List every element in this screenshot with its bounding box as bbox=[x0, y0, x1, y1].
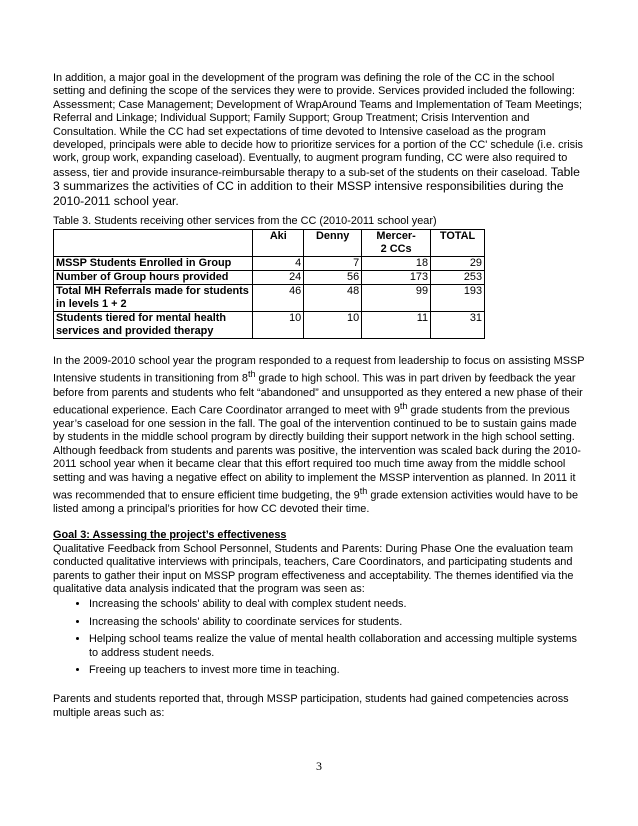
list-item: • Freeing up teachers to invest more time in teaching. bbox=[89, 664, 586, 677]
cell-aki: 24 bbox=[253, 271, 304, 285]
transition-paragraph bbox=[53, 355, 586, 516]
ordinal-sup: th bbox=[247, 369, 256, 380]
row-label: Number of Group hours provided bbox=[54, 271, 253, 285]
header-mercer: Mercer- 2 CCs bbox=[362, 230, 431, 257]
ordinal-sup: th bbox=[399, 400, 408, 411]
cell-total: 31 bbox=[431, 312, 485, 339]
cell-total: 193 bbox=[431, 285, 485, 312]
table-header-row bbox=[54, 230, 485, 257]
ordinal-sup: th bbox=[359, 485, 368, 496]
list-item: • Increasing the schools' ability to coordinate services for students. bbox=[89, 616, 586, 629]
table-row bbox=[54, 271, 485, 285]
cell-mercer: 18 bbox=[362, 257, 431, 271]
goal3-paragraph: Qualitative Feedback from School Personnel, Students and Parents: During Phase One the evaluation team conducted qualitative interviews with principals, teachers, Care Coordinators, and participating students and parents to gather their input on MSSP program effectiveness and acceptability. The themes identified via the qualitative data analysis indicated that the program was seen as: bbox=[53, 542, 574, 596]
para2-text-1: In the 2009-2010 school year the program responded to a request from leadership to focus on assisting MSSP Intensive students in transitioning from 8 bbox=[53, 355, 585, 386]
cell-aki: 46 bbox=[253, 285, 304, 312]
cell-total: 29 bbox=[431, 257, 485, 271]
document-page bbox=[53, 72, 586, 720]
cell-mercer: 99 bbox=[362, 285, 431, 312]
para2-text-2: grade to high school. This was in part driven by feedback the year before from parents and students who felt “abandoned” and unsupported as they entered a new phase of their educational experience. Each Care Coordinator arranged to meet with 9 bbox=[53, 373, 583, 417]
para2-text-3: grade students from the previous year’s caseload for one session in the fall. The goal of the intervention continued to be to sustain gains made by students in the middle school program by directly building their support network in the high school setting. Although feedback from students and parents was positive, the intervention was scaled back during the 2010-2011 school year when it became clear that this effort required too much time away from the middle school setting and was having a negative effect on ability to implement the MSSP intervention as planned. In 2011 it was recommended that to ensure efficient time budgeting, the 9 bbox=[53, 404, 581, 502]
table-row bbox=[54, 312, 485, 339]
cell-denny: 48 bbox=[304, 285, 362, 312]
header-aki: Aki bbox=[253, 230, 304, 257]
para2-text-4: grade extension activities would have to be listed among a principal’s priorities for how CC devoted their time. bbox=[53, 489, 579, 515]
cell-aki: 10 bbox=[253, 312, 304, 339]
goal3-heading: Goal 3: Assessing the project’s effectiveness bbox=[53, 529, 287, 542]
header-denny: Denny bbox=[304, 230, 362, 257]
table-row bbox=[54, 285, 485, 312]
row-label: Total MH Referrals made for students in levels 1 + 2 bbox=[54, 285, 253, 312]
intro-paragraph bbox=[53, 72, 586, 209]
cell-aki: 4 bbox=[253, 257, 304, 271]
row-label: Students tiered for mental health services and provided therapy bbox=[54, 312, 253, 339]
intro-text: In addition, a major goal in the development of the program was defining the role of the CC in the school setting and defining the scope of the services they were to provide. Services provided included the following: Assessment; Case Management; Development of WrapAround Teams and Implementation of Team Meetings; Referral and Linkage; Individual Support; Family Support; Group Treatment; Crisis Intervention and Consultation. While the CC had set expectations of time devoted to Intensive caseload as the program developed, principals were able to decide how to prioritize services for a portion of the CC' schedule (i.e. crisis work, group work, expanding caseload). Eventually, to augment program funding, CC were also required to assess, tier and provide insurance-reimbursable therapy to a sub-set of the students on their caseload. bbox=[53, 72, 583, 179]
cell-mercer: 173 bbox=[362, 271, 431, 285]
cell-denny: 56 bbox=[304, 271, 362, 285]
header-total: TOTAL bbox=[431, 230, 485, 257]
cell-total: 253 bbox=[431, 271, 485, 285]
list-item: • Helping school teams realize the value of mental health collaboration and accessing multiple systems to address student needs. bbox=[89, 633, 586, 660]
table-row bbox=[54, 257, 485, 271]
list-item: • Increasing the schools' ability to deal with complex student needs. bbox=[89, 598, 586, 611]
table-caption: Table 3. Students receiving other services from the CC (2010-2011 school year) bbox=[53, 215, 437, 228]
themes-list bbox=[53, 598, 586, 677]
cell-denny: 10 bbox=[304, 312, 362, 339]
services-table bbox=[53, 229, 485, 339]
cell-denny: 7 bbox=[304, 257, 362, 271]
row-label: MSSP Students Enrolled in Group bbox=[54, 257, 253, 271]
competencies-paragraph: Parents and students reported that, through MSSP participation, students had gained competencies across multiple areas such as: bbox=[53, 693, 569, 719]
intro-table-summary: Table 3 summarizes the activities of CC in addition to their MSSP intensive responsibilities during the 2010-2011 school year. bbox=[53, 164, 580, 208]
header-blank bbox=[54, 230, 253, 257]
page-number: 3 bbox=[316, 759, 322, 773]
cell-mercer: 11 bbox=[362, 312, 431, 339]
